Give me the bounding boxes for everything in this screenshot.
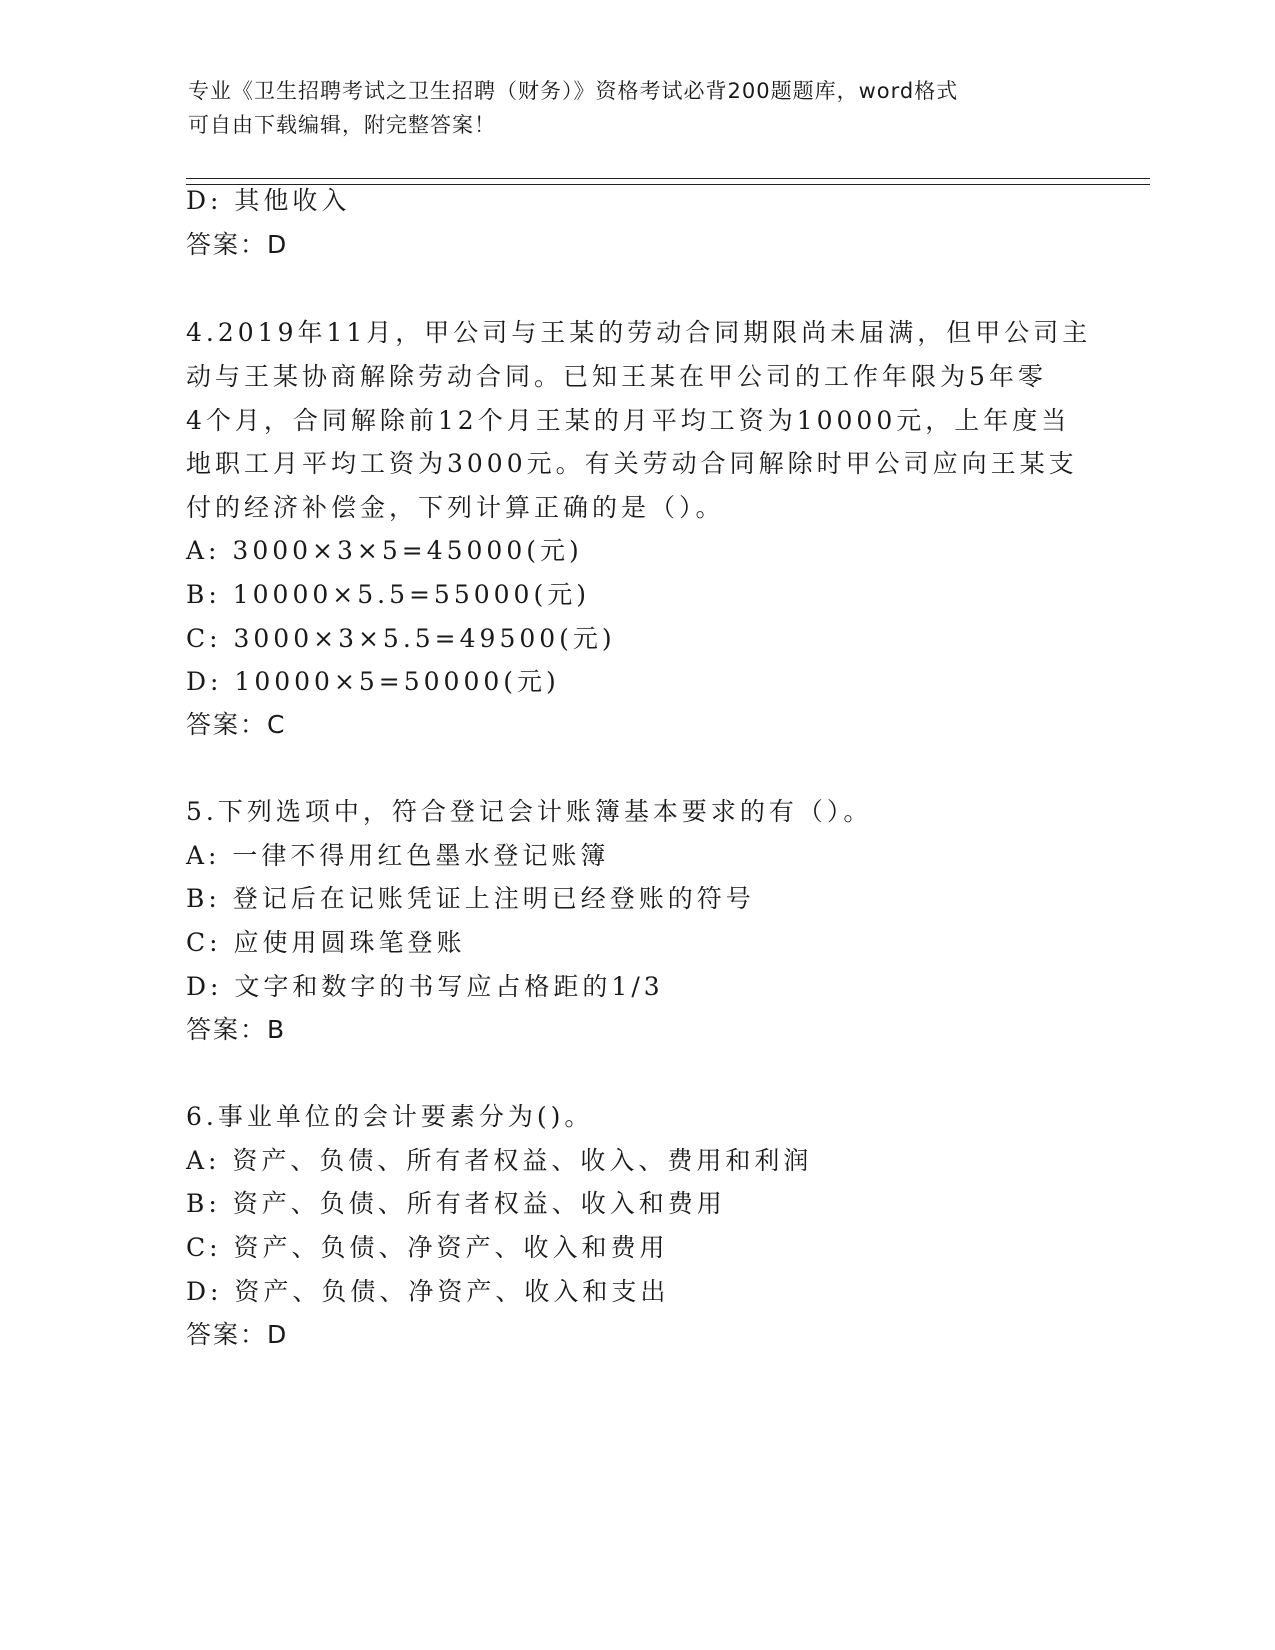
q6-option-b: B: 资产、负债、所有者权益、收入和费用 bbox=[186, 1189, 726, 1218]
q4-option-d: D: 10000×5=50000(元) bbox=[186, 667, 560, 696]
q6-option-a: A: 资产、负债、所有者权益、收入、费用和利润 bbox=[186, 1146, 813, 1175]
header-line-2: 可自由下载编辑，附完整答案！ bbox=[188, 113, 496, 137]
q6-stem: 6.事业单位的会计要素分为()。 bbox=[186, 1102, 594, 1131]
q6-option-d: D: 资产、负债、净资产、收入和支出 bbox=[186, 1277, 670, 1306]
q5-option-d: D: 文字和数字的书写应占格距的1/3 bbox=[186, 972, 664, 1001]
q5-option-b: B: 登记后在记账凭证上注明已经登账的符号 bbox=[186, 884, 755, 913]
prev-option-d: D: 其他收入 bbox=[186, 186, 351, 215]
document-header bbox=[188, 74, 1088, 142]
q4-stem-line: 付的经济补偿金，下列计算正确的是（）。 bbox=[186, 493, 725, 522]
prev-answer: 答案：D bbox=[186, 230, 289, 259]
header-line-1: 专业《卫生招聘考试之卫生招聘（财务）》资格考试必背200题题库，word格式 bbox=[188, 79, 959, 103]
q4-stem-line: 4.2019年11月，甲公司与王某的劳动合同期限尚未届满，但甲公司主 bbox=[186, 318, 1092, 347]
q5-option-a: A: 一律不得用红色墨水登记账簿 bbox=[186, 841, 610, 870]
header-divider-top bbox=[186, 178, 1150, 179]
q5-stem: 5.下列选项中，符合登记会计账簿基本要求的有（）。 bbox=[186, 797, 873, 826]
header-divider-bottom bbox=[186, 184, 1150, 185]
q4-option-a: A: 3000×3×5=45000(元) bbox=[186, 536, 583, 565]
q4-stem-line: 动与王某协商解除劳动合同。已知王某在甲公司的工作年限为5年零 bbox=[186, 362, 1047, 391]
q4-option-c: C: 3000×3×5.5=49500(元) bbox=[186, 624, 616, 653]
q5-option-c: C: 应使用圆珠笔登账 bbox=[186, 928, 466, 957]
q6-answer: 答案：D bbox=[186, 1320, 289, 1349]
q4-stem-line: 4个月，合同解除前12个月王某的月平均工资为10000元，上年度当 bbox=[186, 406, 1071, 435]
q4-stem-line: 地职工月平均工资为3000元。有关劳动合同解除时甲公司应向王某支 bbox=[186, 449, 1078, 478]
q5-answer: 答案：B bbox=[186, 1015, 287, 1044]
q4-option-b: B: 10000×5.5=55000(元) bbox=[186, 580, 590, 609]
q6-option-c: C: 资产、负债、净资产、收入和费用 bbox=[186, 1233, 669, 1262]
q4-answer: 答案：C bbox=[186, 710, 287, 739]
